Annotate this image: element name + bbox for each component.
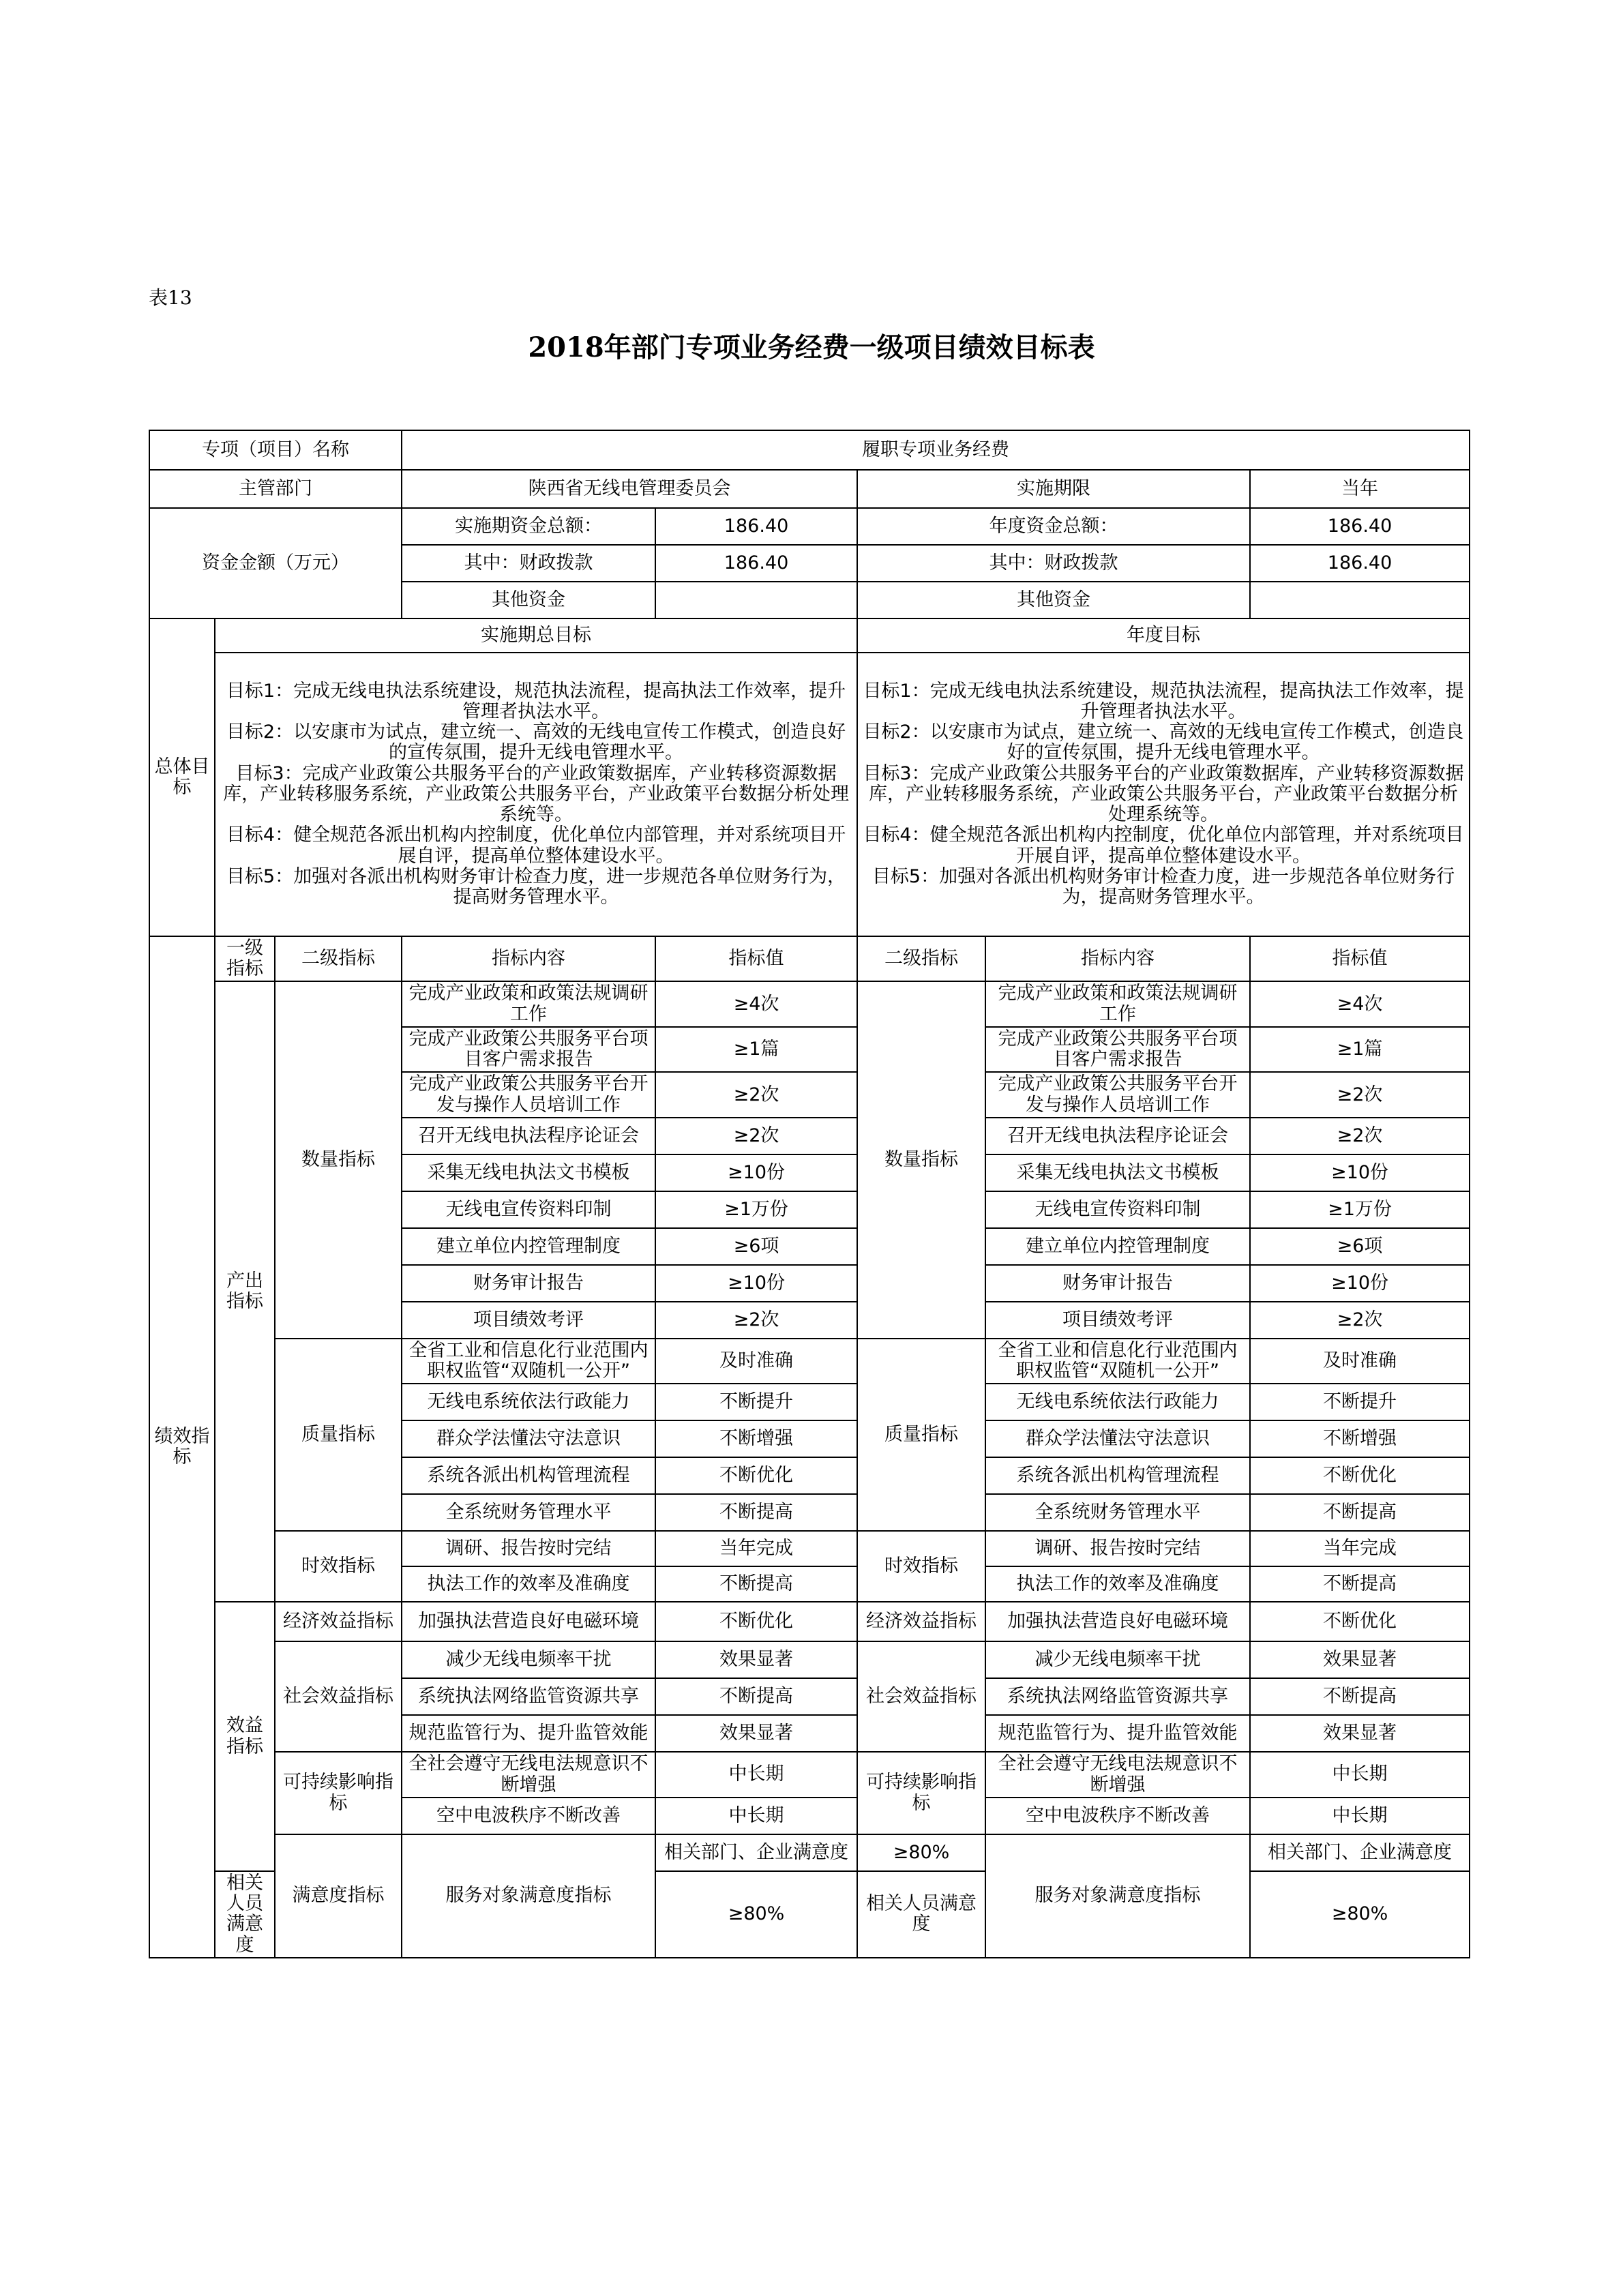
level2-social-left: 社会效益指标 xyxy=(275,1641,402,1752)
level2-quality-right: 质量指标 xyxy=(857,1339,985,1531)
indicator-value-left: ≥80% xyxy=(655,1871,857,1958)
level2-quality-left: 质量指标 xyxy=(275,1339,402,1531)
indicator-value-right: ≥10份 xyxy=(1250,1265,1470,1302)
impl-goals-cell xyxy=(215,653,857,936)
indicator-value-right: 中长期 xyxy=(1250,1798,1470,1834)
level1-output: 产出指标 xyxy=(215,981,275,1602)
annual-fiscal-value: 186.40 xyxy=(1250,545,1470,582)
impl-goal-2: 目标2：以安康市为试点，建立统一、高效的无线电宣传工作模式，创造良好的宣传氛围，提升无线电管理水平。 xyxy=(226,721,846,764)
indicator-value-right: 不断优化 xyxy=(1250,1457,1470,1494)
indicator-content-right: 执法工作的效率及准确度 xyxy=(985,1566,1250,1602)
annual-goal-2: 目标2：以安康市为试点，建立统一、高效的无线电宣传工作模式，创造良好的宣传氛围，提升无线电管理水平。 xyxy=(863,721,1464,764)
indicator-content-right: 群众学法懂法守法意识 xyxy=(985,1420,1250,1457)
indicator-value-left: ≥10份 xyxy=(655,1265,857,1302)
indicator-content-left: 完成产业政策公共服务平台项目客户需求报告 xyxy=(402,1027,655,1072)
indicator-row xyxy=(149,1602,1470,1641)
fiscal-label: 其中：财政拨款 xyxy=(402,545,655,582)
level2-economic-right: 经济效益指标 xyxy=(857,1602,985,1641)
impl-goal-5: 目标5：加强对各派出机构财务审计检查力度，进一步规范各单位财务行为，提高财务管理水平。 xyxy=(226,865,846,908)
value-header-right: 指标值 xyxy=(1250,936,1470,981)
indicator-value-right: ≥2次 xyxy=(1250,1118,1470,1154)
indicator-value-left: ≥4次 xyxy=(655,981,857,1026)
impl-goal-3: 目标3：完成产业政策公共服务平台的产业政策数据库，产业转移资源数据库，产业转移服务系统，产业政策公共服务平台，产业政策平台数据分析处理系统等。 xyxy=(223,762,850,826)
indicator-content-right: 全社会遵守无线电法规意识不断增强 xyxy=(985,1752,1250,1797)
indicator-content-right: 完成产业政策公共服务平台项目客户需求报告 xyxy=(985,1027,1250,1072)
indicator-content-left: 财务审计报告 xyxy=(402,1265,655,1302)
indicator-value-right: 及时准确 xyxy=(1250,1339,1470,1384)
indicator-value-right: ≥80% xyxy=(1250,1871,1470,1958)
indicator-value-right: 中长期 xyxy=(1250,1752,1470,1797)
annual-goals-cell xyxy=(857,653,1470,936)
indicator-content-left: 完成产业政策公共服务平台开发与操作人员培训工作 xyxy=(402,1072,655,1117)
annual-goal-1: 目标1：完成无线电执法系统建设，规范执法流程，提高执法工作效率，提升管理者执法水平。 xyxy=(863,680,1464,722)
impl-goal-4: 目标4：健全规范各派出机构内控制度，优化单位内部管理，并对系统项目开展自评，提高单位整体建设水平。 xyxy=(226,824,846,867)
indicator-content-left: 项目绩效考评 xyxy=(402,1302,655,1339)
goal-side-label: 总体目标 xyxy=(149,618,215,936)
indicator-content-right: 全省工业和信息化行业范围内职权监管“双随机一公开” xyxy=(985,1339,1250,1384)
level2-timeliness-left: 时效指标 xyxy=(275,1531,402,1602)
perf-label: 绩效指标 xyxy=(149,936,215,1958)
annual-goal-4: 目标4：健全规范各派出机构内控制度，优化单位内部管理，并对系统项目开展自评，提高单位整体建设水平。 xyxy=(863,824,1464,867)
level2-timeliness-right: 时效指标 xyxy=(857,1531,985,1602)
indicator-content-left: 相关人员满意度 xyxy=(215,1871,275,1958)
level2-header-right: 二级指标 xyxy=(857,936,985,981)
indicator-value-left: ≥80% xyxy=(857,1834,985,1871)
indicator-value-left: ≥1万份 xyxy=(655,1191,857,1228)
annual-goal-5: 目标5：加强对各派出机构财务审计检查力度，进一步规范各单位财务行为，提高财务管理水平。 xyxy=(872,865,1455,908)
level2-sustainable-left: 可持续影响指标 xyxy=(275,1752,402,1834)
indicator-content-left: 采集无线电执法文书模板 xyxy=(402,1154,655,1191)
level2-quantity-left: 数量指标 xyxy=(275,981,402,1338)
indicator-value-left: 不断提高 xyxy=(655,1494,857,1531)
indicator-content-right: 无线电系统依法行政能力 xyxy=(985,1384,1250,1420)
annual-goal-header: 年度目标 xyxy=(857,618,1470,653)
level2-economic-left: 经济效益指标 xyxy=(275,1602,402,1641)
project-name: 履职专项业务经费 xyxy=(402,430,1470,470)
fiscal-value: 186.40 xyxy=(655,545,857,582)
funds-label: 资金金额（万元） xyxy=(149,508,402,618)
indicator-value-right: ≥4次 xyxy=(1250,981,1470,1026)
indicator-value-right: ≥1篇 xyxy=(1250,1027,1470,1072)
indicator-content-right: 采集无线电执法文书模板 xyxy=(985,1154,1250,1191)
indicator-content-right: 项目绩效考评 xyxy=(985,1302,1250,1339)
dept-value: 陕西省无线电管理委员会 xyxy=(402,470,857,508)
indicator-value-left: 效果显著 xyxy=(655,1715,857,1752)
indicator-row xyxy=(149,981,1470,1026)
level2-header: 二级指标 xyxy=(275,936,402,981)
level1-satisfaction: 满意度指标 xyxy=(275,1834,402,1958)
indicator-value-left: ≥6项 xyxy=(655,1228,857,1265)
level1-header: 一级指标 xyxy=(215,936,275,981)
indicator-value-left: 不断提高 xyxy=(655,1566,857,1602)
annual-other-value xyxy=(1250,582,1470,618)
total-label: 实施期资金总额： xyxy=(402,508,655,545)
level1-benefit: 效益指标 xyxy=(215,1602,275,1870)
indicator-content-right: 相关人员满意度 xyxy=(857,1871,985,1958)
indicator-content-left: 召开无线电执法程序论证会 xyxy=(402,1118,655,1154)
level2-social-right: 社会效益指标 xyxy=(857,1641,985,1752)
indicator-value-right: ≥6项 xyxy=(1250,1228,1470,1265)
indicator-value-right: 不断优化 xyxy=(1250,1602,1470,1641)
indicator-value-left: 当年完成 xyxy=(655,1531,857,1566)
indicator-content-right: 调研、报告按时完结 xyxy=(985,1531,1250,1566)
indicator-content-left: 执法工作的效率及准确度 xyxy=(402,1566,655,1602)
indicator-value-left: 中长期 xyxy=(655,1798,857,1834)
indicator-value-left: 不断优化 xyxy=(655,1602,857,1641)
indicator-value-right: ≥1万份 xyxy=(1250,1191,1470,1228)
indicator-content-left: 群众学法懂法守法意识 xyxy=(402,1420,655,1457)
indicator-value-left: ≥2次 xyxy=(655,1072,857,1117)
indicator-value-left: 不断优化 xyxy=(655,1457,857,1494)
indicator-content-left: 全系统财务管理水平 xyxy=(402,1494,655,1531)
performance-target-table xyxy=(149,430,1470,1958)
indicator-value-right: 不断提高 xyxy=(1250,1678,1470,1715)
indicator-value-right: 当年完成 xyxy=(1250,1531,1470,1566)
annual-goal-3: 目标3：完成产业政策公共服务平台的产业政策数据库，产业转移资源数据库，产业转移服务系统，产业政策公共服务平台，产业政策平台数据分析处理系统等。 xyxy=(863,762,1464,826)
annual-total-label: 年度资金总额： xyxy=(857,508,1250,545)
indicator-content-left: 建立单位内控管理制度 xyxy=(402,1228,655,1265)
indicator-value-right: 不断增强 xyxy=(1250,1420,1470,1457)
indicator-row xyxy=(149,1641,1470,1678)
indicator-content-right: 系统执法网络监管资源共享 xyxy=(985,1678,1250,1715)
indicator-content-left: 无线电系统依法行政能力 xyxy=(402,1384,655,1420)
indicator-value-left: ≥2次 xyxy=(655,1302,857,1339)
indicator-content-right: 完成产业政策和政策法规调研工作 xyxy=(985,981,1250,1026)
project-name-label: 专项（项目）名称 xyxy=(149,430,402,470)
indicator-content-left: 规范监管行为、提升监管效能 xyxy=(402,1715,655,1752)
indicator-content-right: 召开无线电执法程序论证会 xyxy=(985,1118,1250,1154)
indicator-content-right: 减少无线电频率干扰 xyxy=(985,1641,1250,1678)
indicator-row xyxy=(149,1752,1470,1797)
dept-label: 主管部门 xyxy=(149,470,402,508)
indicator-value-right: ≥10份 xyxy=(1250,1154,1470,1191)
indicator-content-left: 完成产业政策和政策法规调研工作 xyxy=(402,981,655,1026)
indicator-value-right: 效果显著 xyxy=(1250,1715,1470,1752)
indicator-content-left: 全省工业和信息化行业范围内职权监管“双随机一公开” xyxy=(402,1339,655,1384)
indicator-content-right: 无线电宣传资料印制 xyxy=(985,1191,1250,1228)
indicator-value-left: 及时准确 xyxy=(655,1339,857,1384)
period-value: 当年 xyxy=(1250,470,1470,508)
indicator-value-left: 不断提升 xyxy=(655,1384,857,1420)
other-value xyxy=(655,582,857,618)
indicator-value-right: ≥2次 xyxy=(1250,1302,1470,1339)
indicator-value-right: 不断提升 xyxy=(1250,1384,1470,1420)
indicator-content-right: 全系统财务管理水平 xyxy=(985,1494,1250,1531)
indicator-content-left: 全社会遵守无线电法规意识不断增强 xyxy=(402,1752,655,1797)
table-number: 表13 xyxy=(149,286,192,309)
indicator-content-right: 完成产业政策公共服务平台开发与操作人员培训工作 xyxy=(985,1072,1250,1117)
indicator-value-left: 中长期 xyxy=(655,1752,857,1797)
total-value: 186.40 xyxy=(655,508,857,545)
indicator-content-right: 加强执法营造良好电磁环境 xyxy=(985,1602,1250,1641)
indicator-value-right: 不断提高 xyxy=(1250,1494,1470,1531)
indicator-value-left: 效果显著 xyxy=(655,1641,857,1678)
annual-total-value: 186.40 xyxy=(1250,508,1470,545)
indicator-content-left: 空中电波秩序不断改善 xyxy=(402,1798,655,1834)
impl-goal-1: 目标1：完成无线电执法系统建设，规范执法流程，提高执法工作效率，提升管理者执法水平。 xyxy=(226,680,846,722)
level2-sustainable-right: 可持续影响指标 xyxy=(857,1752,985,1834)
indicator-content-right: 系统各派出机构管理流程 xyxy=(985,1457,1250,1494)
content-header-right: 指标内容 xyxy=(985,936,1250,981)
indicator-value-right: ≥2次 xyxy=(1250,1072,1470,1117)
indicator-content-left: 调研、报告按时完结 xyxy=(402,1531,655,1566)
indicator-value-left: 不断增强 xyxy=(655,1420,857,1457)
indicator-content-left: 加强执法营造良好电磁环境 xyxy=(402,1602,655,1641)
indicator-content-left: 系统各派出机构管理流程 xyxy=(402,1457,655,1494)
indicator-content-right: 空中电波秩序不断改善 xyxy=(985,1798,1250,1834)
indicator-content-left: 系统执法网络监管资源共享 xyxy=(402,1678,655,1715)
indicator-content-right: 相关部门、企业满意度 xyxy=(1250,1834,1470,1871)
period-label: 实施期限 xyxy=(857,470,1250,508)
indicator-value-left: ≥10份 xyxy=(655,1154,857,1191)
value-header: 指标值 xyxy=(655,936,857,981)
indicator-value-right: 效果显著 xyxy=(1250,1641,1470,1678)
indicator-value-left: 不断提高 xyxy=(655,1678,857,1715)
indicator-content-right: 规范监管行为、提升监管效能 xyxy=(985,1715,1250,1752)
level2-quantity-right: 数量指标 xyxy=(857,981,985,1338)
indicator-content-right: 财务审计报告 xyxy=(985,1265,1250,1302)
indicator-row xyxy=(149,1834,1470,1871)
page-title: 2018年部门专项业务经费一级项目绩效目标表 xyxy=(528,331,1095,363)
content-header: 指标内容 xyxy=(402,936,655,981)
impl-goal-header: 实施期总目标 xyxy=(215,618,857,653)
annual-other-label: 其他资金 xyxy=(857,582,1250,618)
indicator-value-right: 不断提高 xyxy=(1250,1566,1470,1602)
level2-service-left: 服务对象满意度指标 xyxy=(402,1834,655,1958)
indicator-content-right: 建立单位内控管理制度 xyxy=(985,1228,1250,1265)
indicator-value-left: ≥2次 xyxy=(655,1118,857,1154)
indicator-row xyxy=(149,1339,1470,1384)
indicator-value-left: ≥1篇 xyxy=(655,1027,857,1072)
annual-fiscal-label: 其中：财政拨款 xyxy=(857,545,1250,582)
other-label: 其他资金 xyxy=(402,582,655,618)
indicator-content-left: 减少无线电频率干扰 xyxy=(402,1641,655,1678)
indicator-content-left: 无线电宣传资料印制 xyxy=(402,1191,655,1228)
level2-service-right: 服务对象满意度指标 xyxy=(985,1834,1250,1958)
indicator-content-left: 相关部门、企业满意度 xyxy=(655,1834,857,1871)
indicator-row xyxy=(149,1531,1470,1566)
